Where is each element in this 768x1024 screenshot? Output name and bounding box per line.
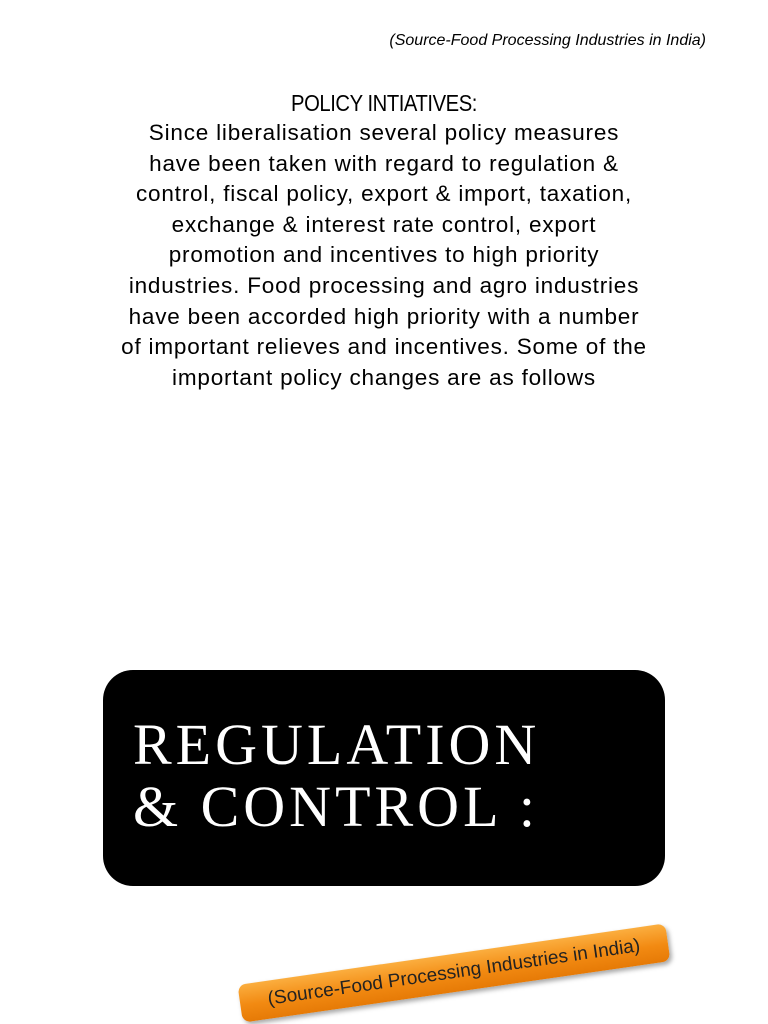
section-title-line-1: REGULATION [133,712,541,777]
source-tag-text: (Source-Food Processing Industries in India) [266,935,642,1010]
section-title-box [103,670,665,886]
policy-initiatives-block [120,88,648,393]
source-tag-banner [237,923,670,1022]
section-title-line-2: & CONTROL : [133,774,539,839]
section-title [133,714,540,838]
source-note-top: (Source-Food Processing Industries in India) [389,32,706,49]
policy-body-text: Since liberalisation several policy measures have been taken with regard to regulation & control, fiscal policy, export & import, taxation, exchange & interest rate control, export promotion and incentives to high priority industries. Food processing and agro industries have been accorded high priority with a number of important relieves and incentives. Some of the important policy changes are as follows [121,120,647,390]
policy-heading: POLICY INTIATIVES: [291,90,477,116]
